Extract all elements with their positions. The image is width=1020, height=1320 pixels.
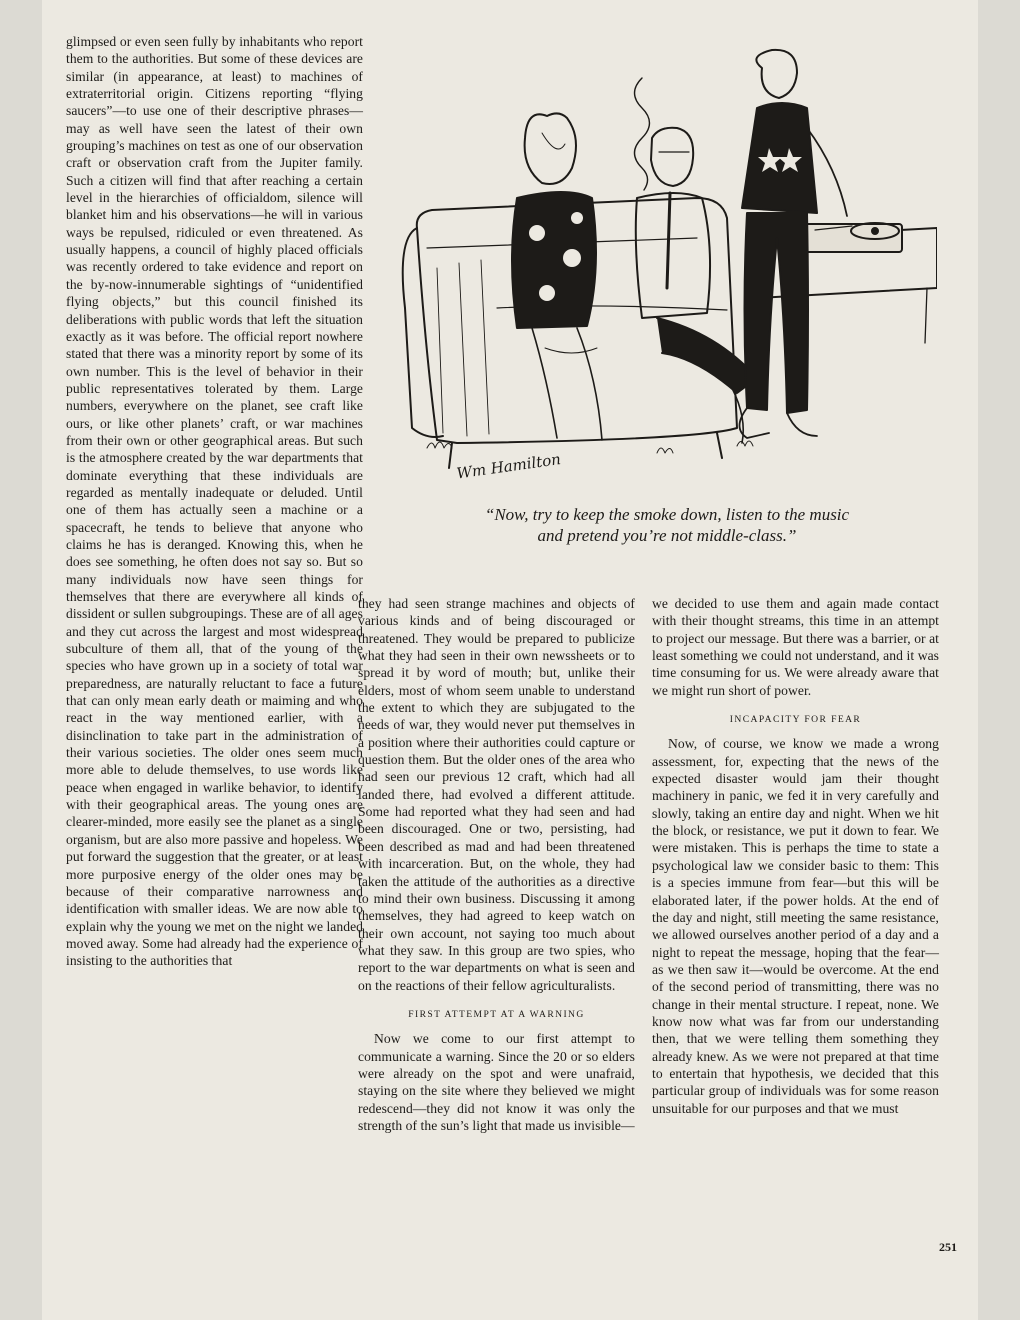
paragraph: we decided to use them and again made contact with their thought streams, this time in an attempt to project our message. But there was a barrier, or at least something we could not understand, and it was time consuming for us. We were already aware that we might run short of power. — [652, 596, 939, 698]
illustration-caption — [387, 504, 947, 546]
cartoon-illustration — [397, 48, 937, 488]
paragraph: Now we come to our first attempt to communicate a warning. Since the 20 or so elders were already on the spot and were unafraid, staying on the site where they believed we might redescend—they did not know it was only the strength of the sun’s light that made us invisible— — [358, 1031, 635, 1133]
text-column-left — [66, 33, 363, 970]
magazine-page — [42, 0, 978, 1320]
text-column-right — [652, 595, 939, 1117]
section-heading: FIRST ATTEMPT AT A WARNING — [408, 1008, 585, 1020]
caption-line: “Now, try to keep the smoke down, listen to the music — [484, 505, 850, 524]
paragraph: glimpsed or even seen fully by inhabitants who report them to the authorities. But some of these devices are similar (in appearance, at least) to machines of extraterritorial origin. Citizens reporting “flying saucers”—to use one of their descriptive phrases—may as well have seen the latest of their own grouping’s machines on test as one of our observation craft or observation craft from the Jupiter family. Such a citizen will find that after reaching a certain level in the hierarchies of officialdom, silence will blanket him and his observations—he will in various ways be repulsed, ridiculed or even threatened. As usually happens, a council of highly placed officials was recently ordered to take evidence and report on the by-now-innumerable sightings of “unidentified flying objects,” but this council finished its deliberations with public words that left the situation exactly as it was before. The official report nowhere stated that there was a minority report by some of its own number. This is the level of behavior in their public representatives tolerated by them. Large numbers, everywhere on the planet, see craft like ours, or like other planets’ craft, or war machines from their own or other geographical areas. But such is the atmosphere created by the war departments that dominate everything that these individuals are regarded as mentally inadequate or deluded. Until one of them has actually seen a machine or a spacecraft, he tends to believe that anyone who claims he has is deranged. Knowing this, when he does see something, he often does not say so. But so many individuals now have seen things for themselves that there are everywhere all kinds of dissident or sullen subgroupings. These are of all ages and they cut across the largest and most widespread subculture of them all, that of the young of the species who have grown up in a society of total war preparedness, are naturally reluctant to face a future that can only mean early death or maiming and who react in the way mentioned earlier, with a disinclination to take part in the administration of their various societies. The older ones seem much more able to delude themselves, to use words like peace when engaged in warlike behavior, to identify with their geographical areas. The young ones are clearer-minded, more easily see the planet as a single organism, but are also more passive and hopeless. We put forward the suggestion that the greater, or at least more purposive energy of the older ones may be because of their comparative narrowness and identification with smaller ideas. We are now able to explain why the young we met on the night we landed moved away. Some had already had the experience of insisting to the authorities that — [66, 34, 364, 969]
artist-signature: Wm Hamilton — [455, 450, 562, 483]
paragraph: they had seen strange machines and objects of various kinds and of being discouraged or threatened. They would be prepared to publicize what they had seen in their own newssheets or to spread it by word of mouth; but, unlike their elders, most of whom seem unable to understand the extent to which they are subjugated to the needs of war, they would never put themselves in a position where their authorities could capture or question them. But the older ones of the area who had seen our previous 12 craft, which had all landed there, had evolved a different attitude. Some had reported what they had seen and had been discouraged. One or two, persisting, had been described as mad and had been threatened with incarceration. But, on the whole, they had taken the attitude of the authorities as a directive to mind their own business. Discussing it among themselves, they had agreed to keep watch on their own account, not saying too much about what they saw. In this group are two spies, who report to the war departments on what is seen and on the reactions of their fellow agriculturalists. — [358, 596, 635, 993]
section-heading: INCAPACITY FOR FEAR — [729, 714, 862, 726]
text-column-middle — [358, 595, 635, 1134]
paragraph: Now, of course, we know we made a wrong assessment, for, expecting that the news of the expected disaster would jam their thought machinery in panic, we fed it in very carefully and slowly, taking an entire day and night. When we hit the block, or resistance, we put it down to fear. We were mistaken. This is perhaps the time to state a psychological law we consider basic to them: This is a species immune from fear—but this will be elaborated later, if the power holds. At the end of the day and night, still meeting the same resistance, we allowed ourselves another period of a day and a night to repeat the message, hoping that the fear—as we then saw it—would be overcome. At the end of the second period of transmitting, there was no change in their mental structure. I repeat, none. We know now what was far from our understanding then, that we were telling them something they already knew. As we were not prepared at that time to entertain that hypothesis, we decided that this particular group of individuals was for some reason unsuitable for our purposes and that we must — [652, 736, 939, 1116]
caption-line: and pretend you’re not middle-class.” — [537, 526, 797, 545]
page-number: 251 — [939, 1240, 957, 1254]
